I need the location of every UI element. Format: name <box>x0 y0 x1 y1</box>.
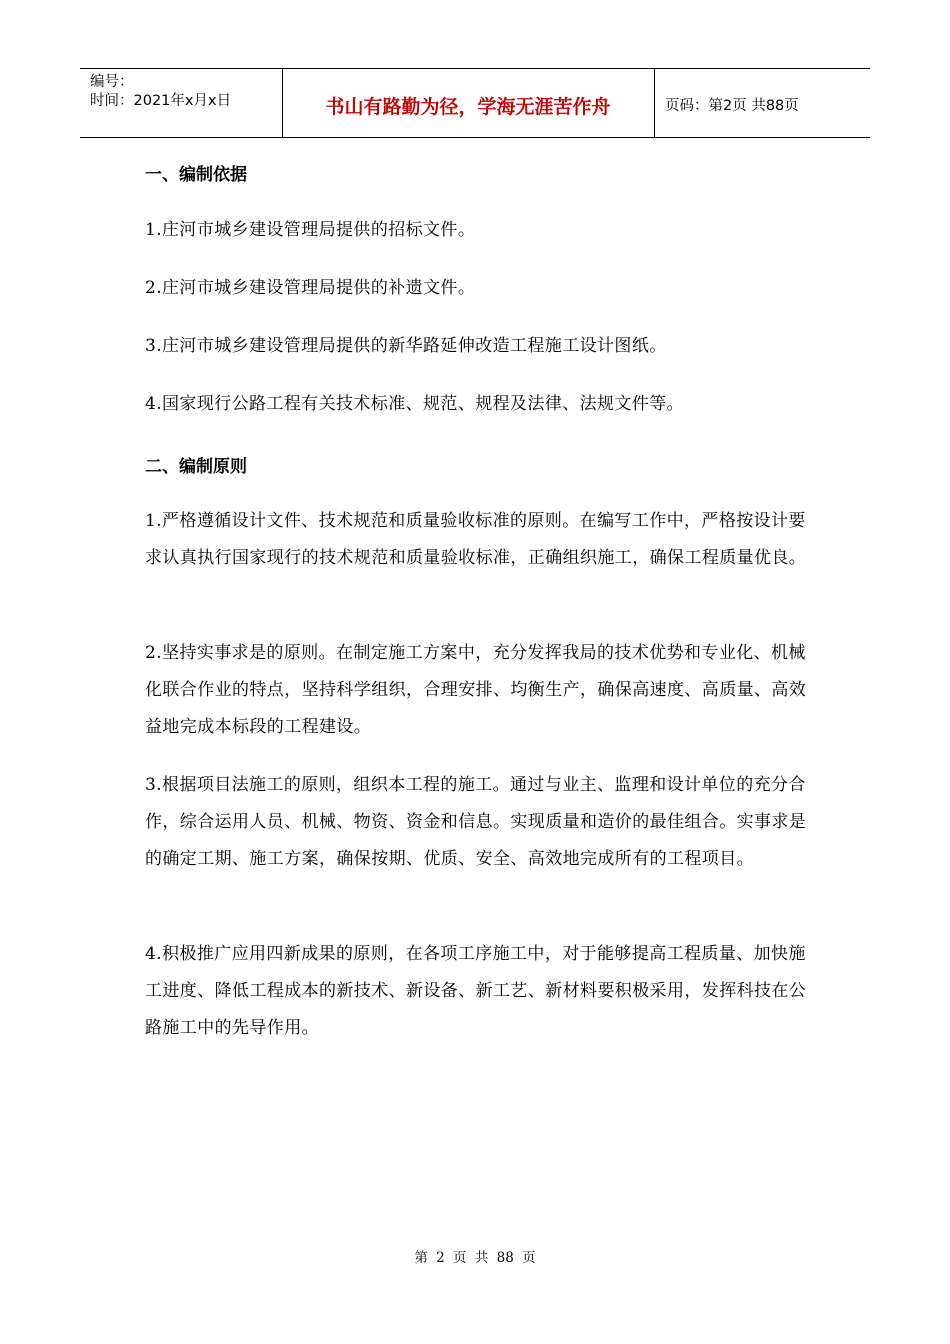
header-motto: 书山有路勤为径，学海无涯苦作舟 <box>325 96 611 118</box>
header-motto-cell <box>282 69 655 137</box>
principle-item-3: 3.根据项目法施工的原则，组织本工程的施工。通过与业主、监理和设计单位的充分合作，综合运用人员、机械、物资、资金和信息。实现质量和造价的最佳组合。实事求是的确定工期、施工方案，确保按期、优质、安全、高效地完成所有的工程项目。 <box>145 775 807 869</box>
header-meta-cell <box>80 69 283 137</box>
principle-item-2: 2.坚持实事求是的原则。在制定施工方案中，充分发挥我局的技术优势和专业化、机械化联合作业的特点，坚持科学组织，合理安排、均衡生产，确保高速度、高质量、高效益地完成本标段的工程建设。 <box>145 643 807 737</box>
section-heading-principles: 二、编制原则 <box>145 457 247 477</box>
principle-item-4: 4.积极推广应用四新成果的原则，在各项工序施工中，对于能够提高工程质量、加快施工进度、降低工程成本的新技术、新设备、新工艺、新材料要积极采用，发挥科技在公路施工中的先导作用。 <box>145 944 807 1038</box>
document-time-label: 时间：2021年x月x日 <box>90 93 232 109</box>
section-heading-basis: 一、编制依据 <box>145 165 247 185</box>
page-footer: 第 2 页 共 88 页 <box>414 1250 536 1266</box>
basis-item-2: 2.庄河市城乡建设管理局提供的补遗文件。 <box>145 278 476 298</box>
basis-item-1: 1.庄河市城乡建设管理局提供的招标文件。 <box>145 220 476 240</box>
header-page-cell <box>655 69 870 137</box>
basis-item-4: 4.国家现行公路工程有关技术标准、规范、规程及法律、法规文件等。 <box>145 394 685 414</box>
document-number-label: 编号： <box>90 74 134 90</box>
principle-item-1: 1.严格遵循设计文件、技术规范和质量验收标准的原则。在编写工作中，严格按设计要求认真执行国家现行的技术规范和质量验收标准，正确组织施工，确保工程质量优良。 <box>145 511 807 568</box>
basis-item-3: 3.庄河市城乡建设管理局提供的新华路延伸改造工程施工设计图纸。 <box>145 336 667 356</box>
document-header <box>80 68 870 138</box>
header-page-info: 页码：第2页 共88页 <box>665 98 799 114</box>
